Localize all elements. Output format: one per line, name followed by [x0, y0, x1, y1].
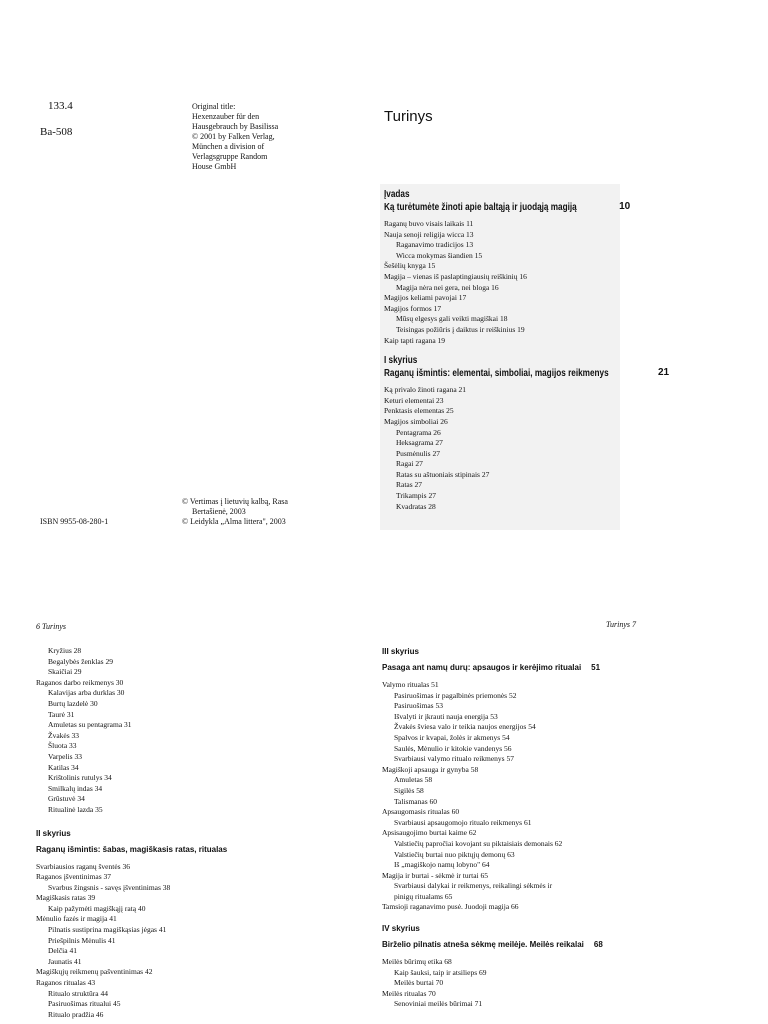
toc-entry: Kaip tapti ragana 19 — [384, 335, 446, 345]
left-running-header: 6 Turinys — [36, 622, 67, 631]
toc-entry: Jaunatis 41 — [48, 956, 82, 966]
toc-entry: Pusmėnulis 27 — [396, 448, 440, 458]
toc-entry: Raganos įšventinimas 37 — [36, 872, 111, 882]
toc-entry: Magiškųjų reikmenų pašventinimas 42 — [36, 967, 153, 977]
original-title-line: Original title: — [192, 102, 236, 111]
toc-entry: Magijos keliami pavojai 17 — [384, 293, 467, 303]
toc-entry: Amuletas su pentagrama 31 — [48, 720, 132, 730]
toc-entry: Iš „magiškojo namų lobyno" 64 — [394, 860, 490, 870]
ch1-list — [384, 385, 616, 512]
toc-entry: Spalvos ir kvapai, žolės ir akmenys 54 — [394, 732, 510, 742]
original-title-line: Hausgebrauch by Basilissa — [192, 122, 279, 131]
toc-entry: Smilkalų indas 34 — [48, 783, 103, 793]
original-title-line: Hexenzauber für den — [192, 112, 260, 121]
toc-entry: Tamsioji raganavimo pusė. Juodoji magija 66 — [382, 902, 519, 912]
toc-entry: Sigilės 58 — [394, 785, 424, 795]
toc-entry: Svarbiausi apsaugomojo ritualo reikmenys 61 — [394, 817, 532, 827]
toc-entry: Ritualinė lazda 35 — [48, 804, 103, 814]
toc-entry: Magija – vienas iš paslaptingiausių reiškinių 16 — [384, 271, 527, 281]
toc-entry: Katilas 34 — [48, 762, 79, 772]
intro-subtitle: Ką turėtumėte žinoti apie baltąją ir juodąją magiją — [384, 202, 577, 213]
toc-entry: Magija ir burtai - sėkmė ir turtai 65 — [382, 870, 489, 880]
original-title-block — [192, 102, 278, 172]
toc-entry: Magija nėra nei gera, nei bloga 16 — [396, 282, 499, 292]
toc-entry: Heksagrama 27 — [396, 438, 443, 448]
toc-entry: Raganavimo tradicijos 13 — [396, 240, 474, 250]
toc-entry: Kaip šauksi, taip ir atsilieps 69 — [394, 967, 487, 977]
toc-entry: Svarbiausi valymo ritualo reikmenys 57 — [394, 754, 514, 764]
intro-section — [384, 188, 670, 512]
toc-entry: Nauja senoji religija wicca 13 — [384, 229, 474, 239]
toc-entry: Apsisaugojimo burtai kaime 62 — [382, 828, 477, 838]
toc-entry: Kaip pažymėti magiškąjį ratą 40 — [48, 903, 146, 913]
toc-entry: Svarbus žingsnis - savęs įšventinimas 38 — [48, 882, 171, 892]
ch1-subtitle-row — [384, 367, 670, 380]
toc-entry: Pasiruošimas 53 — [394, 701, 443, 711]
toc-entry: Ritualo pradžia 46 — [48, 1009, 104, 1019]
toc-entry: Magiškoji apsauga ir gynyba 58 — [382, 764, 479, 774]
toc-entry: Meilės ritualas 70 — [382, 988, 436, 998]
toc-entry: Šešėlių knyga 15 — [384, 261, 436, 271]
toc-entry: Kryžius 28 — [48, 646, 82, 655]
catalog-code: Ba-508 — [40, 126, 73, 138]
toc-entry: Saulės, Mėnulio ir kitokie vandenys 56 — [394, 743, 512, 753]
toc-entry: Išvalyti ir įkrauti nauja energija 53 — [394, 711, 498, 721]
toc-entry: Valstiečių burtai nuo piktųjų demonų 63 — [394, 849, 515, 859]
toc-entry: Krištolinis rutulys 34 — [48, 773, 112, 783]
copyright-line: Bertašienė, 2003 — [192, 507, 246, 516]
toc-entry: Ritualo struktūra 44 — [48, 988, 108, 998]
toc-entry: Pilnatis sustiprina magiškąsias jėgas 41 — [48, 925, 167, 935]
original-title-line: Verlagsgruppe Random — [192, 152, 268, 161]
toc-entry: Ratas 27 — [396, 480, 423, 490]
ch1-heading: I skyrius — [384, 355, 418, 367]
right-running-header: Turinys 7 — [606, 620, 637, 629]
toc-entry: Apsaugomasis ritualas 60 — [382, 807, 460, 817]
toc-entry: Magiškasis ratas 39 — [36, 893, 96, 903]
ch4-page: 68 — [593, 940, 603, 950]
toc-entry: Valymo ritualas 51 — [382, 680, 439, 689]
toc-entry: Svarbiausi dalykai ir reikmenys, reikalingi sėkmės ir — [394, 881, 553, 891]
ch4-subtitle-row — [382, 939, 722, 951]
copyright-block — [182, 497, 288, 527]
toc-entry: Raganos darbo reikmenys 30 — [36, 677, 124, 687]
copyright-line: © Leidykla „Alma littera", 2003 — [182, 517, 286, 526]
intro-heading: Įvadas — [384, 189, 410, 200]
ch4-list — [382, 957, 722, 1010]
toc-entry: Ratas su aštuoniais stipinais 27 — [396, 469, 490, 479]
toc-entry: Wicca mokymas šiandien 15 — [396, 250, 483, 260]
toc-entry: Ragai 27 — [396, 459, 423, 469]
toc-entry: Trikampis 27 — [396, 491, 436, 501]
isbn: ISBN 9955-08-280-1 — [40, 517, 109, 526]
ch3-subtitle: Pasaga ant namų durų: apsaugos ir kerėjimo ritualai — [382, 663, 582, 672]
original-title-line: München a division of — [192, 142, 265, 151]
toc-entry: Begalybės ženklas 29 — [48, 656, 113, 666]
class-number: 133.4 — [48, 100, 73, 112]
toc-entry: Talismanas 60 — [394, 796, 438, 806]
copyright-line: © Vertimas į lietuvių kalbą, Rasa — [182, 497, 288, 506]
toc-entry: Pasiruošimas ritualui 45 — [48, 999, 121, 1009]
toc-title: Turinys — [384, 108, 433, 125]
toc-entry: Pasiruošimas ir pagalbinės priemonės 52 — [394, 690, 517, 700]
original-title-line: © 2001 by Falken Verlag, — [192, 132, 275, 141]
intro-page: 10 — [619, 201, 631, 212]
ch1-subtitle: Raganų išmintis: elementai, simboliai, magijos reikmenys — [384, 368, 609, 380]
toc-entry: Burtų lazdelė 30 — [48, 698, 98, 708]
toc-entry: Ką privalo žinoti ragana 21 — [384, 385, 467, 395]
original-title-line: House GmbH — [192, 162, 237, 171]
toc-entry: Žvakės šviesa valo ir teikia naujos energijos 54 — [394, 722, 536, 732]
ch3-heading: III skyrius — [382, 647, 419, 656]
toc-entry: Žvakės 33 — [48, 730, 80, 740]
ch3-list — [382, 680, 722, 913]
intro-list — [384, 219, 616, 346]
toc-entry: Amuletas 58 — [394, 775, 433, 785]
toc-entry: Skaičiai 29 — [48, 667, 82, 677]
toc-entry: pinigų ritualams 65 — [394, 891, 453, 901]
toc-entry: Svarbiausios raganų šventės 36 — [36, 861, 130, 871]
toc-entry: Priešpilnis Mėnulis 41 — [48, 935, 116, 945]
toc-entry: Mūsų elgesys gali veikti magiškai 18 — [396, 314, 508, 324]
ch1-page: 21 — [657, 367, 670, 379]
toc-entry: Magijos simboliai 26 — [384, 416, 448, 426]
toc-entry: Magijos formos 17 — [384, 303, 442, 313]
toc-entry: Raganų buvo visais laikais 11 — [384, 219, 474, 228]
intro-subtitle-row — [384, 201, 631, 214]
toc-entry: Meilės burtai 70 — [394, 978, 444, 988]
toc-entry: Varpelis 33 — [48, 751, 82, 761]
toc-entry: Valstiečių papročiai kovojant su piktaisiais demonais 62 — [394, 838, 563, 848]
ch4-subtitle: Birželio pilnatis atneša sėkmę meilėje. Meilės reikalai — [382, 940, 584, 950]
toc-entry: Delčia 41 — [48, 946, 77, 956]
toc-entry: Penktasis elementas 25 — [384, 406, 454, 416]
toc-entry: Taurė 31 — [48, 709, 75, 719]
toc-entry: Šluota 33 — [48, 741, 77, 751]
toc-entry: Senoviniai meilės būrimai 71 — [394, 999, 483, 1009]
ch2-subtitle: Raganų išmintis: šabas, magiškasis ratas, ritualas — [36, 844, 228, 854]
toc-entry: Teisingas požiūris į daiktus ir reiškinius 19 — [396, 324, 525, 334]
left-top-list — [36, 646, 356, 816]
ch2-list — [36, 862, 356, 1021]
toc-entry: Pentagrama 26 — [396, 427, 441, 437]
ch3-subtitle-row — [382, 662, 722, 674]
toc-entry: Kalavijas arba durklas 30 — [48, 688, 125, 698]
toc-entry: Grūstuvė 34 — [48, 794, 85, 804]
left-toc-page — [36, 646, 356, 1020]
toc-entry: Kvadratas 28 — [396, 501, 436, 511]
right-toc-page — [382, 646, 722, 1010]
toc-entry: Mėnulio fazės ir magija 41 — [36, 914, 117, 924]
ch3-page: 51 — [591, 663, 601, 672]
toc-entry: Raganos ritualas 43 — [36, 978, 96, 988]
ch4-heading: IV skyrius — [382, 924, 420, 934]
toc-entry: Keturi elementai 23 — [384, 395, 444, 405]
toc-entry: Meilės būrimų etika 68 — [382, 957, 452, 967]
ch2-heading: II skyrius — [36, 828, 71, 838]
